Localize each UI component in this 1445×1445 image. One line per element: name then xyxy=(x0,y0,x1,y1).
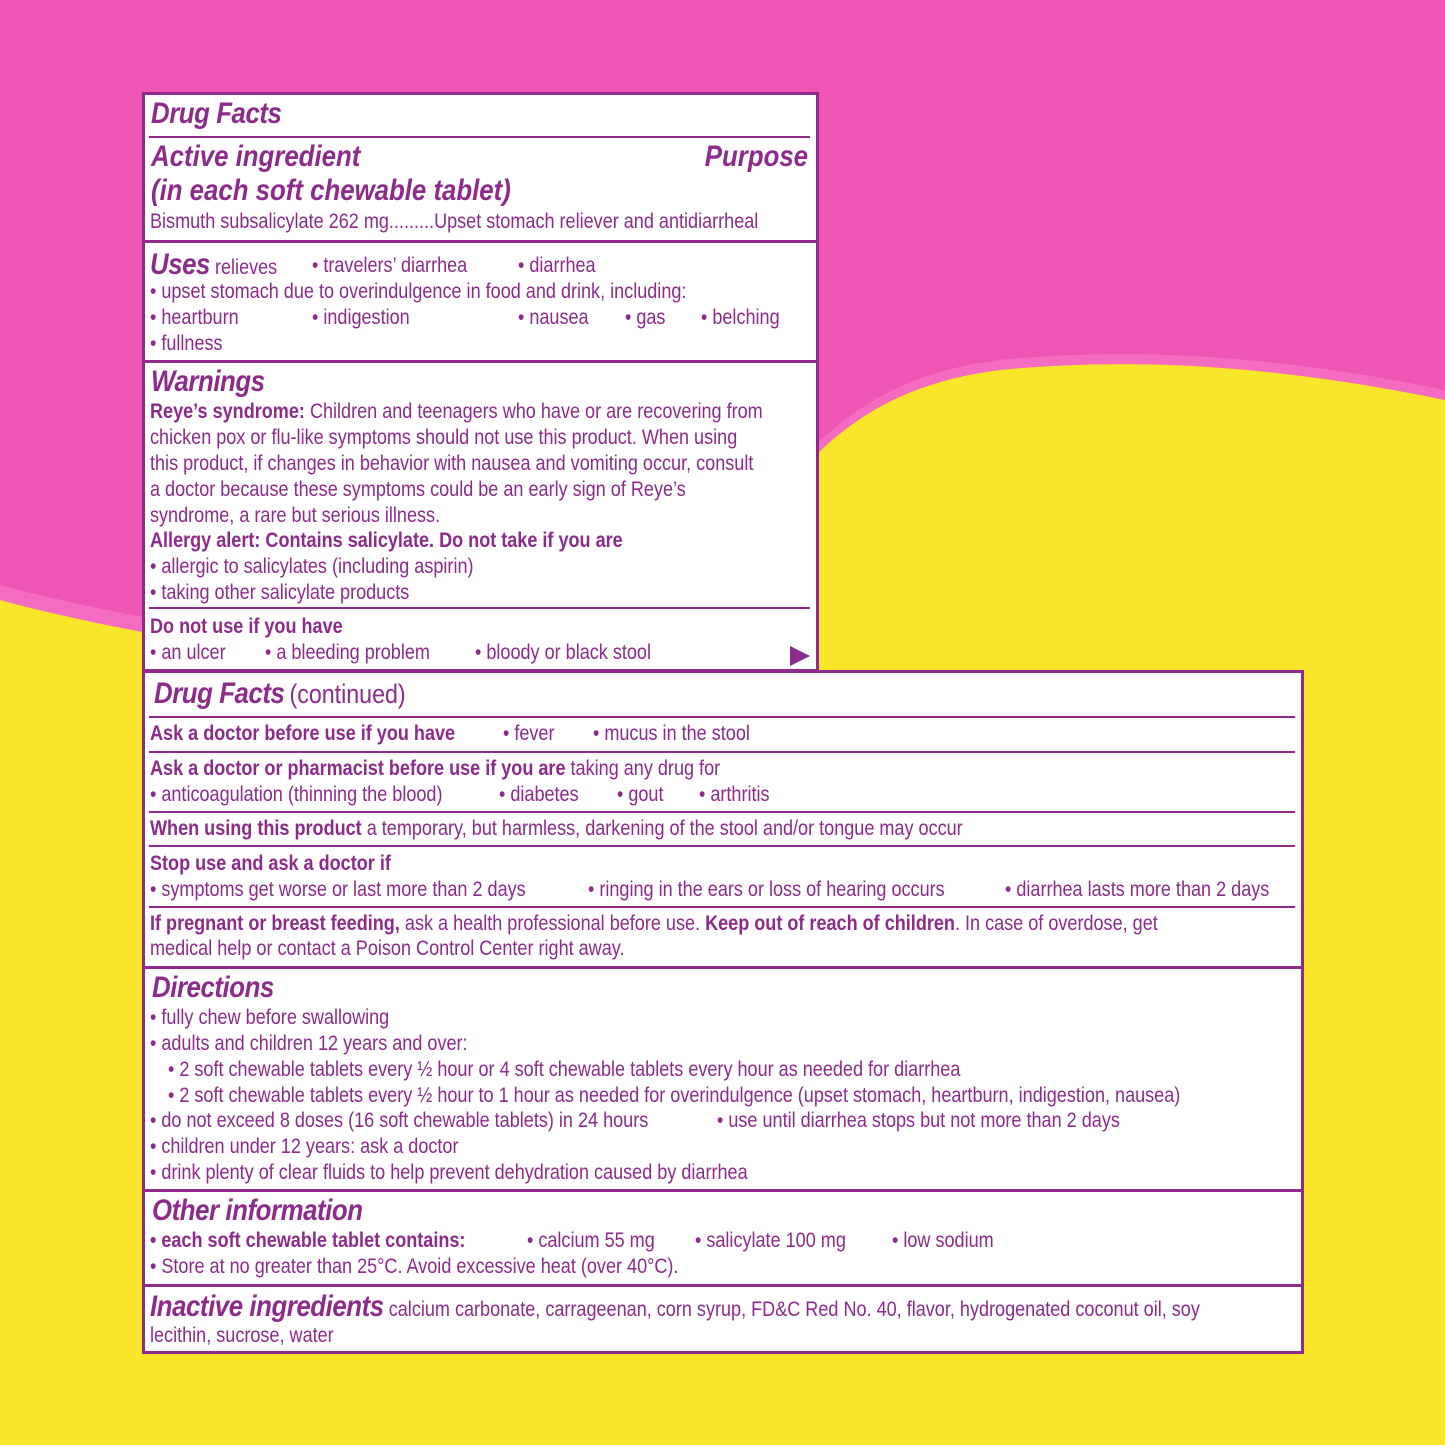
direction-4: • 2 soft chewable tablets every ½ hour to 1 hour as needed for overindulgence (upset stomach, heartburn, indigestion, nausea) xyxy=(168,1084,1181,1107)
uses-heartburn: • heartburn xyxy=(150,306,239,329)
direction-6: • children under 12 years: ask a doctor xyxy=(150,1135,459,1158)
uses-travelers: • travelers’ diarrhea xyxy=(312,254,468,277)
uses-indigestion: • indigestion xyxy=(312,306,410,329)
divider xyxy=(149,751,1295,753)
ask-doctor-label: Ask a doctor before use if you have xyxy=(150,722,456,745)
warnings-heading: Warnings xyxy=(151,365,265,398)
section-divider xyxy=(145,1284,1301,1287)
inactive-heading: Inactive ingredients xyxy=(150,1290,384,1323)
active-ingredient-heading: Active ingredient xyxy=(151,140,361,173)
store-item: • Store at no greater than 25°C. Avoid excessive heat (over 40°C). xyxy=(150,1255,679,1278)
pregnant-text-1: ask a health professional before use. xyxy=(404,912,701,935)
stop-worse: • symptoms get worse or last more than 2 days xyxy=(150,878,526,901)
reyes-label: Reye’s syndrome: xyxy=(150,400,305,423)
panel-title-line xyxy=(154,677,406,711)
uses-relieves: relieves xyxy=(214,256,278,279)
section-divider xyxy=(145,966,1301,969)
uses-heading: Uses xyxy=(150,248,210,281)
pregnant-text-2: . In case of overdose, get xyxy=(954,912,1158,935)
uses-belching: • belching xyxy=(701,306,780,329)
divider xyxy=(149,845,1295,847)
drug-facts-continued-panel xyxy=(142,670,1304,1354)
inactive-line-1 xyxy=(150,1290,1200,1324)
pregnant-line-2: medical help or contact a Poison Control Center right away. xyxy=(150,937,625,960)
taking-item: • taking other salicylate products xyxy=(150,581,410,604)
divider xyxy=(149,811,1295,813)
salicylate-item: • salicylate 100 mg xyxy=(695,1229,846,1252)
panel-title: Drug Facts xyxy=(154,677,285,710)
purpose-heading: Purpose xyxy=(704,140,808,173)
sodium-item: • low sodium xyxy=(892,1229,994,1252)
uses-upset: • upset stomach due to overindulgence in food and drink, including: xyxy=(150,280,687,303)
section-divider xyxy=(145,360,816,363)
drug-facts-panel xyxy=(142,92,819,672)
stool-item: • bloody or black stool xyxy=(475,641,651,664)
ask-doctor-fever: • fever xyxy=(503,722,555,745)
uses-diarrhea: • diarrhea xyxy=(518,254,596,277)
direction-1: • fully chew before swallowing xyxy=(150,1006,390,1029)
calcium-item: • calcium 55 mg xyxy=(527,1229,655,1252)
direction-7: • drink plenty of clear fluids to help prevent dehydration caused by diarrhea xyxy=(150,1161,748,1184)
when-using-line xyxy=(150,816,963,842)
allergic-item: • allergic to salicylates (including aspirin) xyxy=(150,555,474,578)
ask-pharmacist-rest: taking any drug for xyxy=(570,757,721,780)
reyes-text-1: Children and teenagers who have or are recovering from xyxy=(309,400,763,423)
allergy-alert: Allergy alert: Contains salicylate. Do not take if you are xyxy=(150,529,623,552)
inactive-line-2: lecithin, sucrose, water xyxy=(150,1324,334,1347)
section-divider xyxy=(145,240,816,243)
anticoag-item: • anticoagulation (thinning the blood) xyxy=(150,783,443,806)
direction-5a: • do not exceed 8 doses (16 soft chewable tablets) in 24 hours xyxy=(150,1109,649,1132)
diabetes-item: • diabetes xyxy=(499,783,579,806)
continue-arrow-icon xyxy=(790,646,810,666)
ulcer-item: • an ulcer xyxy=(150,641,226,664)
divider xyxy=(149,607,810,609)
reyes-line-4: a doctor because these symptoms could be an early sign of Reye’s xyxy=(150,478,686,501)
divider xyxy=(149,136,810,138)
reyes-line-2: chicken pox or flu-like symptoms should not use this product. When using xyxy=(150,426,738,449)
section-divider xyxy=(145,1189,1301,1192)
stop-ringing: • ringing in the ears or loss of hearing occurs xyxy=(588,878,945,901)
inactive-text-1: calcium carbonate, carrageenan, corn syrup, FD&C Red No. 40, flavor, hydrogenated coconut oil, soy xyxy=(388,1298,1200,1321)
direction-2: • adults and children 12 years and over: xyxy=(150,1032,468,1055)
divider xyxy=(149,906,1295,908)
do-not-use-heading: Do not use if you have xyxy=(150,615,343,638)
stop-use-label: Stop use and ask a doctor if xyxy=(150,852,391,875)
ask-pharmacist-line xyxy=(150,756,720,782)
panel-title-suffix: (continued) xyxy=(289,679,406,709)
panel-title: Drug Facts xyxy=(151,97,282,130)
gout-item: • gout xyxy=(617,783,664,806)
active-ingredient-line: Bismuth subsalicylate 262 mg.........Upset stomach reliever and antidiarrheal xyxy=(150,210,759,233)
when-using-label: When using this product xyxy=(150,817,362,840)
reyes-line-3: this product, if changes in behavior with nausea and vomiting occur, consult xyxy=(150,452,754,475)
uses-nausea: • nausea xyxy=(518,306,589,329)
pregnant-label: If pregnant or breast feeding, xyxy=(150,912,400,935)
ask-pharmacist-label: Ask a doctor or pharmacist before use if you are xyxy=(150,757,566,780)
arthritis-item: • arthritis xyxy=(699,783,770,806)
ask-doctor-mucus: • mucus in the stool xyxy=(593,722,750,745)
when-using-rest: a temporary, but harmless, darkening of the stool and/or tongue may occur xyxy=(366,817,963,840)
directions-heading: Directions xyxy=(152,971,274,1004)
divider xyxy=(149,716,1295,718)
stop-diarrhea: • diarrhea lasts more than 2 days xyxy=(1005,878,1270,901)
uses-fullness: • fullness xyxy=(150,332,223,355)
direction-3: • 2 soft chewable tablets every ½ hour or 4 soft chewable tablets every hour as needed for diarrhea xyxy=(168,1058,961,1081)
other-info-heading: Other information xyxy=(152,1194,363,1227)
pregnant-line-1 xyxy=(150,911,1158,937)
keep-out-label: Keep out of reach of children xyxy=(705,912,955,935)
uses-gas: • gas xyxy=(625,306,666,329)
active-ingredient-subheading: (in each soft chewable tablet) xyxy=(151,174,511,207)
reyes-line-1 xyxy=(150,399,763,425)
reyes-line-5: syndrome, a rare but serious illness. xyxy=(150,504,441,527)
bleeding-item: • a bleeding problem xyxy=(265,641,430,664)
each-tablet-label: • each soft chewable tablet contains: xyxy=(150,1229,466,1252)
direction-5b: • use until diarrhea stops but not more than 2 days xyxy=(717,1109,1120,1132)
uses-line-1 xyxy=(150,248,277,282)
